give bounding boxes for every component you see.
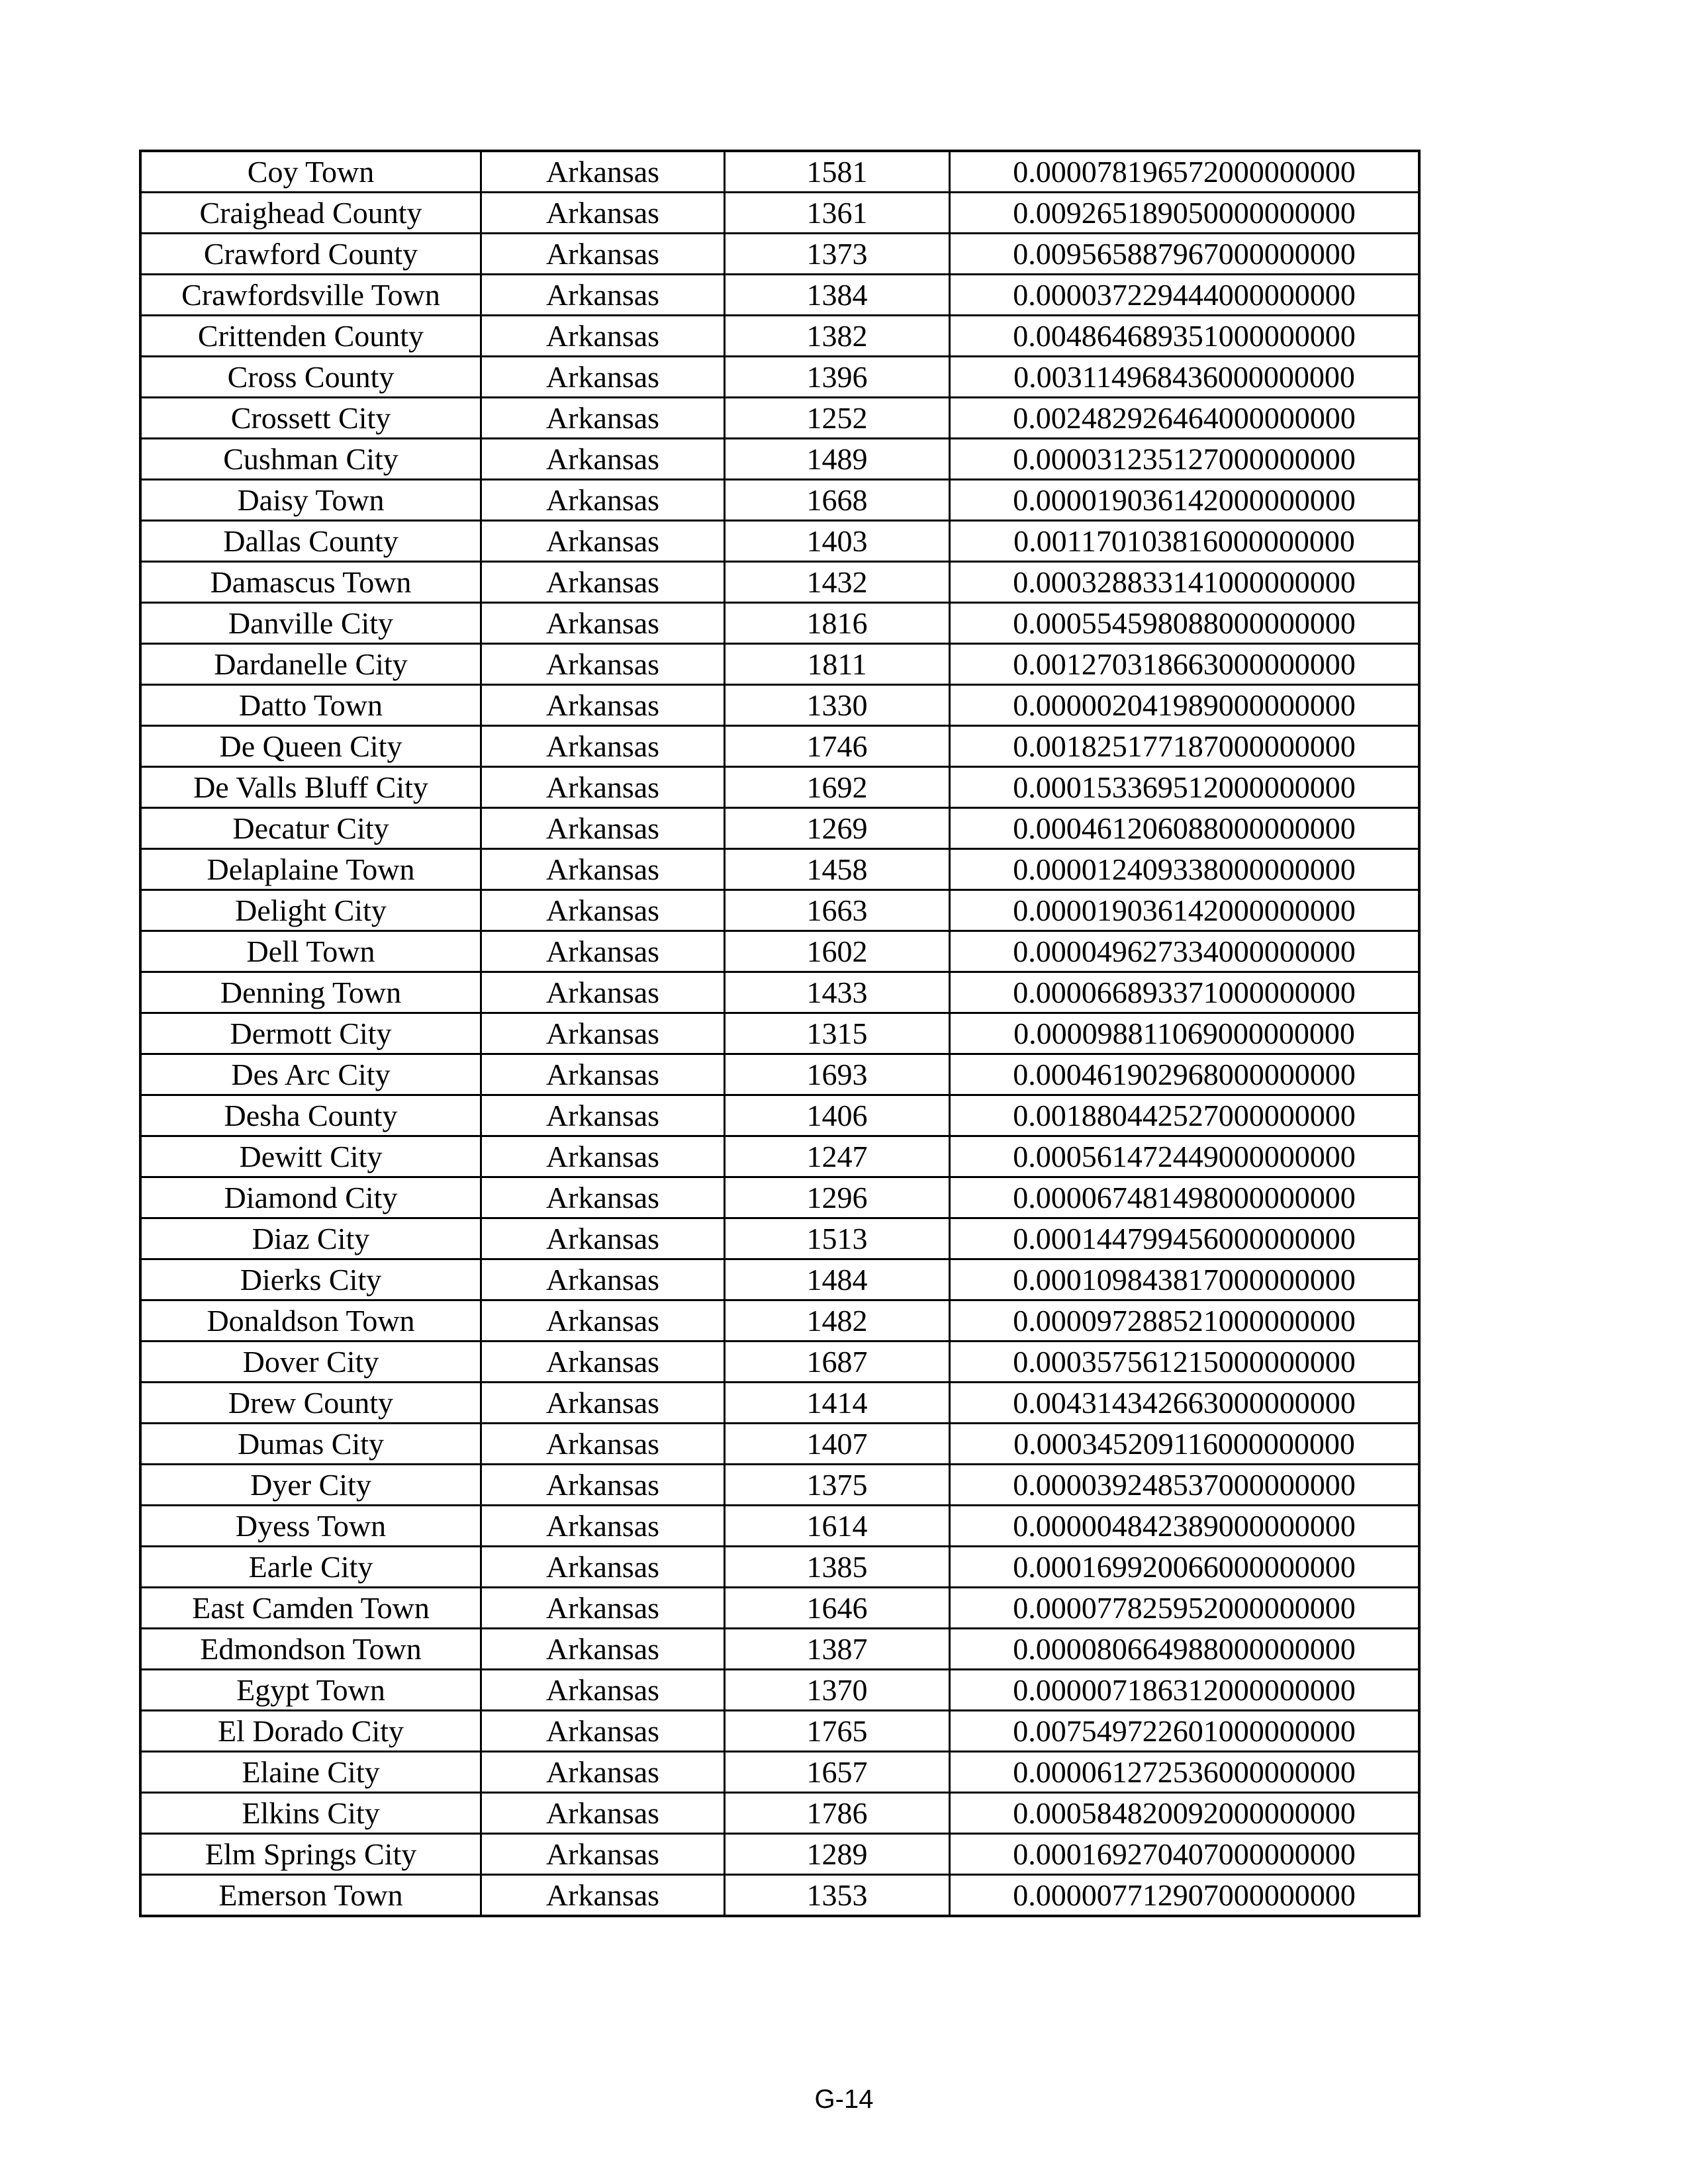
table-row — [140, 1054, 1419, 1095]
name-cell: Crossett City — [140, 398, 481, 439]
value-cell: 0.001270318663000000000 — [950, 644, 1420, 685]
code-cell: 1458 — [725, 849, 950, 890]
code-cell: 1432 — [725, 562, 950, 603]
state-cell: Arkansas — [481, 931, 725, 972]
state-cell: Arkansas — [481, 1465, 725, 1506]
name-cell: Edmondson Town — [140, 1629, 481, 1670]
name-cell: Dardanelle City — [140, 644, 481, 685]
table-row — [140, 193, 1419, 234]
name-cell: Dumas City — [140, 1424, 481, 1465]
name-cell: Elaine City — [140, 1752, 481, 1793]
value-cell: 0.000049627334000000000 — [950, 931, 1420, 972]
code-cell: 1668 — [725, 480, 950, 521]
table-row — [140, 972, 1419, 1013]
value-cell: 0.000067481498000000000 — [950, 1177, 1420, 1218]
state-cell: Arkansas — [481, 1095, 725, 1136]
state-cell: Arkansas — [481, 1793, 725, 1834]
table-row — [140, 1424, 1419, 1465]
value-cell: 0.000097288521000000000 — [950, 1300, 1420, 1342]
table-row — [140, 1547, 1419, 1588]
name-cell: Craighead County — [140, 193, 481, 234]
state-cell: Arkansas — [481, 1547, 725, 1588]
table-row — [140, 439, 1419, 480]
name-cell: Dyess Town — [140, 1506, 481, 1547]
code-cell: 1816 — [725, 603, 950, 644]
value-cell: 0.000153369512000000000 — [950, 767, 1420, 808]
state-cell: Arkansas — [481, 1342, 725, 1383]
name-cell: Daisy Town — [140, 480, 481, 521]
state-cell: Arkansas — [481, 1300, 725, 1342]
value-cell: 0.000080664988000000000 — [950, 1629, 1420, 1670]
state-cell: Arkansas — [481, 193, 725, 234]
name-cell: De Valls Bluff City — [140, 767, 481, 808]
table-row — [140, 1465, 1419, 1506]
code-cell: 1414 — [725, 1383, 950, 1424]
code-cell: 1373 — [725, 234, 950, 275]
name-cell: Diaz City — [140, 1218, 481, 1259]
code-cell: 1353 — [725, 1875, 950, 1917]
value-cell: 0.000077825952000000000 — [950, 1588, 1420, 1629]
state-cell: Arkansas — [481, 1136, 725, 1177]
code-cell: 1315 — [725, 1013, 950, 1054]
table-row — [140, 931, 1419, 972]
state-cell: Arkansas — [481, 357, 725, 398]
table-row — [140, 1342, 1419, 1383]
table-row — [140, 603, 1419, 644]
table-row — [140, 521, 1419, 562]
state-cell: Arkansas — [481, 603, 725, 644]
value-cell: 0.009565887967000000000 — [950, 234, 1420, 275]
name-cell: El Dorado City — [140, 1711, 481, 1752]
value-cell: 0.000461206088000000000 — [950, 808, 1420, 849]
table-row — [140, 1834, 1419, 1875]
state-cell: Arkansas — [481, 1218, 725, 1259]
value-cell: 0.000078196572000000000 — [950, 151, 1420, 193]
value-cell: 0.000066893371000000000 — [950, 972, 1420, 1013]
code-cell: 1407 — [725, 1424, 950, 1465]
state-cell: Arkansas — [481, 1752, 725, 1793]
code-cell: 1786 — [725, 1793, 950, 1834]
state-cell: Arkansas — [481, 890, 725, 931]
name-cell: Damascus Town — [140, 562, 481, 603]
state-cell: Arkansas — [481, 1670, 725, 1711]
value-cell: 0.000098811069000000000 — [950, 1013, 1420, 1054]
code-cell: 1692 — [725, 767, 950, 808]
code-cell: 1614 — [725, 1506, 950, 1547]
value-cell: 0.000144799456000000000 — [950, 1218, 1420, 1259]
code-cell: 1387 — [725, 1629, 950, 1670]
table-row — [140, 1136, 1419, 1177]
table-row — [140, 1506, 1419, 1547]
name-cell: Diamond City — [140, 1177, 481, 1218]
name-cell: Dover City — [140, 1342, 481, 1383]
state-cell: Arkansas — [481, 1629, 725, 1670]
state-cell: Arkansas — [481, 1424, 725, 1465]
state-cell: Arkansas — [481, 1711, 725, 1752]
table-row — [140, 726, 1419, 767]
state-cell: Arkansas — [481, 439, 725, 480]
table-row — [140, 849, 1419, 890]
code-cell: 1693 — [725, 1054, 950, 1095]
name-cell: Donaldson Town — [140, 1300, 481, 1342]
table-row — [140, 644, 1419, 685]
state-cell: Arkansas — [481, 562, 725, 603]
code-cell: 1657 — [725, 1752, 950, 1793]
state-cell: Arkansas — [481, 275, 725, 316]
value-cell: 0.000019036142000000000 — [950, 890, 1420, 931]
name-cell: Cross County — [140, 357, 481, 398]
state-cell: Arkansas — [481, 316, 725, 357]
code-cell: 1687 — [725, 1342, 950, 1383]
table-row — [140, 808, 1419, 849]
code-cell: 1406 — [725, 1095, 950, 1136]
code-cell: 1581 — [725, 151, 950, 193]
name-cell: Desha County — [140, 1095, 481, 1136]
value-cell: 0.000561472449000000000 — [950, 1136, 1420, 1177]
code-cell: 1811 — [725, 644, 950, 685]
code-cell: 1484 — [725, 1259, 950, 1300]
name-cell: Denning Town — [140, 972, 481, 1013]
page-number: G-14 — [814, 2085, 874, 2114]
state-cell: Arkansas — [481, 767, 725, 808]
name-cell: Crittenden County — [140, 316, 481, 357]
table-body — [140, 151, 1419, 1916]
value-cell: 0.001170103816000000000 — [950, 521, 1420, 562]
value-cell: 0.000357561215000000000 — [950, 1342, 1420, 1383]
value-cell: 0.000169920066000000000 — [950, 1547, 1420, 1588]
code-cell: 1433 — [725, 972, 950, 1013]
table-row — [140, 1095, 1419, 1136]
name-cell: Delaplaine Town — [140, 849, 481, 890]
table-row — [140, 275, 1419, 316]
value-cell: 0.001880442527000000000 — [950, 1095, 1420, 1136]
name-cell: Earle City — [140, 1547, 481, 1588]
allocation-table — [139, 150, 1421, 1917]
state-cell: Arkansas — [481, 521, 725, 562]
state-cell: Arkansas — [481, 1259, 725, 1300]
code-cell: 1663 — [725, 890, 950, 931]
name-cell: Crawfordsville Town — [140, 275, 481, 316]
table-row — [140, 1629, 1419, 1670]
value-cell: 0.000002041989000000000 — [950, 685, 1420, 726]
table-row — [140, 480, 1419, 521]
state-cell: Arkansas — [481, 726, 725, 767]
table-row — [140, 685, 1419, 726]
state-cell: Arkansas — [481, 972, 725, 1013]
table-row — [140, 1793, 1419, 1834]
table-row — [140, 1259, 1419, 1300]
name-cell: Danville City — [140, 603, 481, 644]
code-cell: 1403 — [725, 521, 950, 562]
name-cell: Des Arc City — [140, 1054, 481, 1095]
name-cell: Dallas County — [140, 521, 481, 562]
value-cell: 0.002482926464000000000 — [950, 398, 1420, 439]
state-cell: Arkansas — [481, 1506, 725, 1547]
value-cell: 0.000345209116000000000 — [950, 1424, 1420, 1465]
code-cell: 1385 — [725, 1547, 950, 1588]
code-cell: 1382 — [725, 316, 950, 357]
state-cell: Arkansas — [481, 1054, 725, 1095]
code-cell: 1375 — [725, 1465, 950, 1506]
code-cell: 1361 — [725, 193, 950, 234]
table-row — [140, 316, 1419, 357]
value-cell: 0.000037229444000000000 — [950, 275, 1420, 316]
table-row — [140, 1300, 1419, 1342]
table-row — [140, 1177, 1419, 1218]
table-row — [140, 890, 1419, 931]
state-cell: Arkansas — [481, 1383, 725, 1424]
code-cell: 1252 — [725, 398, 950, 439]
state-cell: Arkansas — [481, 644, 725, 685]
value-cell: 0.000061272536000000000 — [950, 1752, 1420, 1793]
name-cell: Decatur City — [140, 808, 481, 849]
name-cell: Dyer City — [140, 1465, 481, 1506]
name-cell: Cushman City — [140, 439, 481, 480]
value-cell: 0.000109843817000000000 — [950, 1259, 1420, 1300]
state-cell: Arkansas — [481, 1177, 725, 1218]
value-cell: 0.000012409338000000000 — [950, 849, 1420, 890]
table-row — [140, 1875, 1419, 1917]
code-cell: 1269 — [725, 808, 950, 849]
name-cell: Dierks City — [140, 1259, 481, 1300]
table-row — [140, 767, 1419, 808]
code-cell: 1370 — [725, 1670, 950, 1711]
state-cell: Arkansas — [481, 1013, 725, 1054]
state-cell: Arkansas — [481, 398, 725, 439]
table-row — [140, 151, 1419, 193]
name-cell: Delight City — [140, 890, 481, 931]
state-cell: Arkansas — [481, 1588, 725, 1629]
code-cell: 1482 — [725, 1300, 950, 1342]
table-row — [140, 1383, 1419, 1424]
name-cell: Emerson Town — [140, 1875, 481, 1917]
value-cell: 0.000007186312000000000 — [950, 1670, 1420, 1711]
value-cell: 0.000019036142000000000 — [950, 480, 1420, 521]
value-cell: 0.000328833141000000000 — [950, 562, 1420, 603]
code-cell: 1489 — [725, 439, 950, 480]
table-row — [140, 562, 1419, 603]
table-row — [140, 1588, 1419, 1629]
name-cell: Crawford County — [140, 234, 481, 275]
value-cell: 0.000554598088000000000 — [950, 603, 1420, 644]
state-cell: Arkansas — [481, 808, 725, 849]
table-row — [140, 1013, 1419, 1054]
name-cell: East Camden Town — [140, 1588, 481, 1629]
table-row — [140, 1711, 1419, 1752]
state-cell: Arkansas — [481, 685, 725, 726]
name-cell: Elkins City — [140, 1793, 481, 1834]
value-cell: 0.003114968436000000000 — [950, 357, 1420, 398]
value-cell: 0.007549722601000000000 — [950, 1711, 1420, 1752]
name-cell: Dell Town — [140, 931, 481, 972]
table-row — [140, 234, 1419, 275]
code-cell: 1746 — [725, 726, 950, 767]
state-cell: Arkansas — [481, 849, 725, 890]
value-cell: 0.009265189050000000000 — [950, 193, 1420, 234]
name-cell: De Queen City — [140, 726, 481, 767]
value-cell: 0.004314342663000000000 — [950, 1383, 1420, 1424]
table-row — [140, 1670, 1419, 1711]
name-cell: Datto Town — [140, 685, 481, 726]
table-row — [140, 1752, 1419, 1793]
table-row — [140, 1218, 1419, 1259]
state-cell: Arkansas — [481, 480, 725, 521]
code-cell: 1646 — [725, 1588, 950, 1629]
value-cell: 0.000031235127000000000 — [950, 439, 1420, 480]
name-cell: Egypt Town — [140, 1670, 481, 1711]
table-row — [140, 357, 1419, 398]
name-cell: Coy Town — [140, 151, 481, 193]
table-row — [140, 398, 1419, 439]
code-cell: 1330 — [725, 685, 950, 726]
code-cell: 1289 — [725, 1834, 950, 1875]
state-cell: Arkansas — [481, 151, 725, 193]
code-cell: 1396 — [725, 357, 950, 398]
value-cell: 0.000007712907000000000 — [950, 1875, 1420, 1917]
state-cell: Arkansas — [481, 1834, 725, 1875]
code-cell: 1247 — [725, 1136, 950, 1177]
state-cell: Arkansas — [481, 1875, 725, 1917]
value-cell: 0.000169270407000000000 — [950, 1834, 1420, 1875]
code-cell: 1602 — [725, 931, 950, 972]
name-cell: Dewitt City — [140, 1136, 481, 1177]
code-cell: 1513 — [725, 1218, 950, 1259]
value-cell: 0.001825177187000000000 — [950, 726, 1420, 767]
state-cell: Arkansas — [481, 234, 725, 275]
value-cell: 0.000004842389000000000 — [950, 1506, 1420, 1547]
code-cell: 1765 — [725, 1711, 950, 1752]
name-cell: Elm Springs City — [140, 1834, 481, 1875]
value-cell: 0.000039248537000000000 — [950, 1465, 1420, 1506]
value-cell: 0.000461902968000000000 — [950, 1054, 1420, 1095]
name-cell: Drew County — [140, 1383, 481, 1424]
value-cell: 0.004864689351000000000 — [950, 316, 1420, 357]
value-cell: 0.000584820092000000000 — [950, 1793, 1420, 1834]
name-cell: Dermott City — [140, 1013, 481, 1054]
code-cell: 1384 — [725, 275, 950, 316]
code-cell: 1296 — [725, 1177, 950, 1218]
